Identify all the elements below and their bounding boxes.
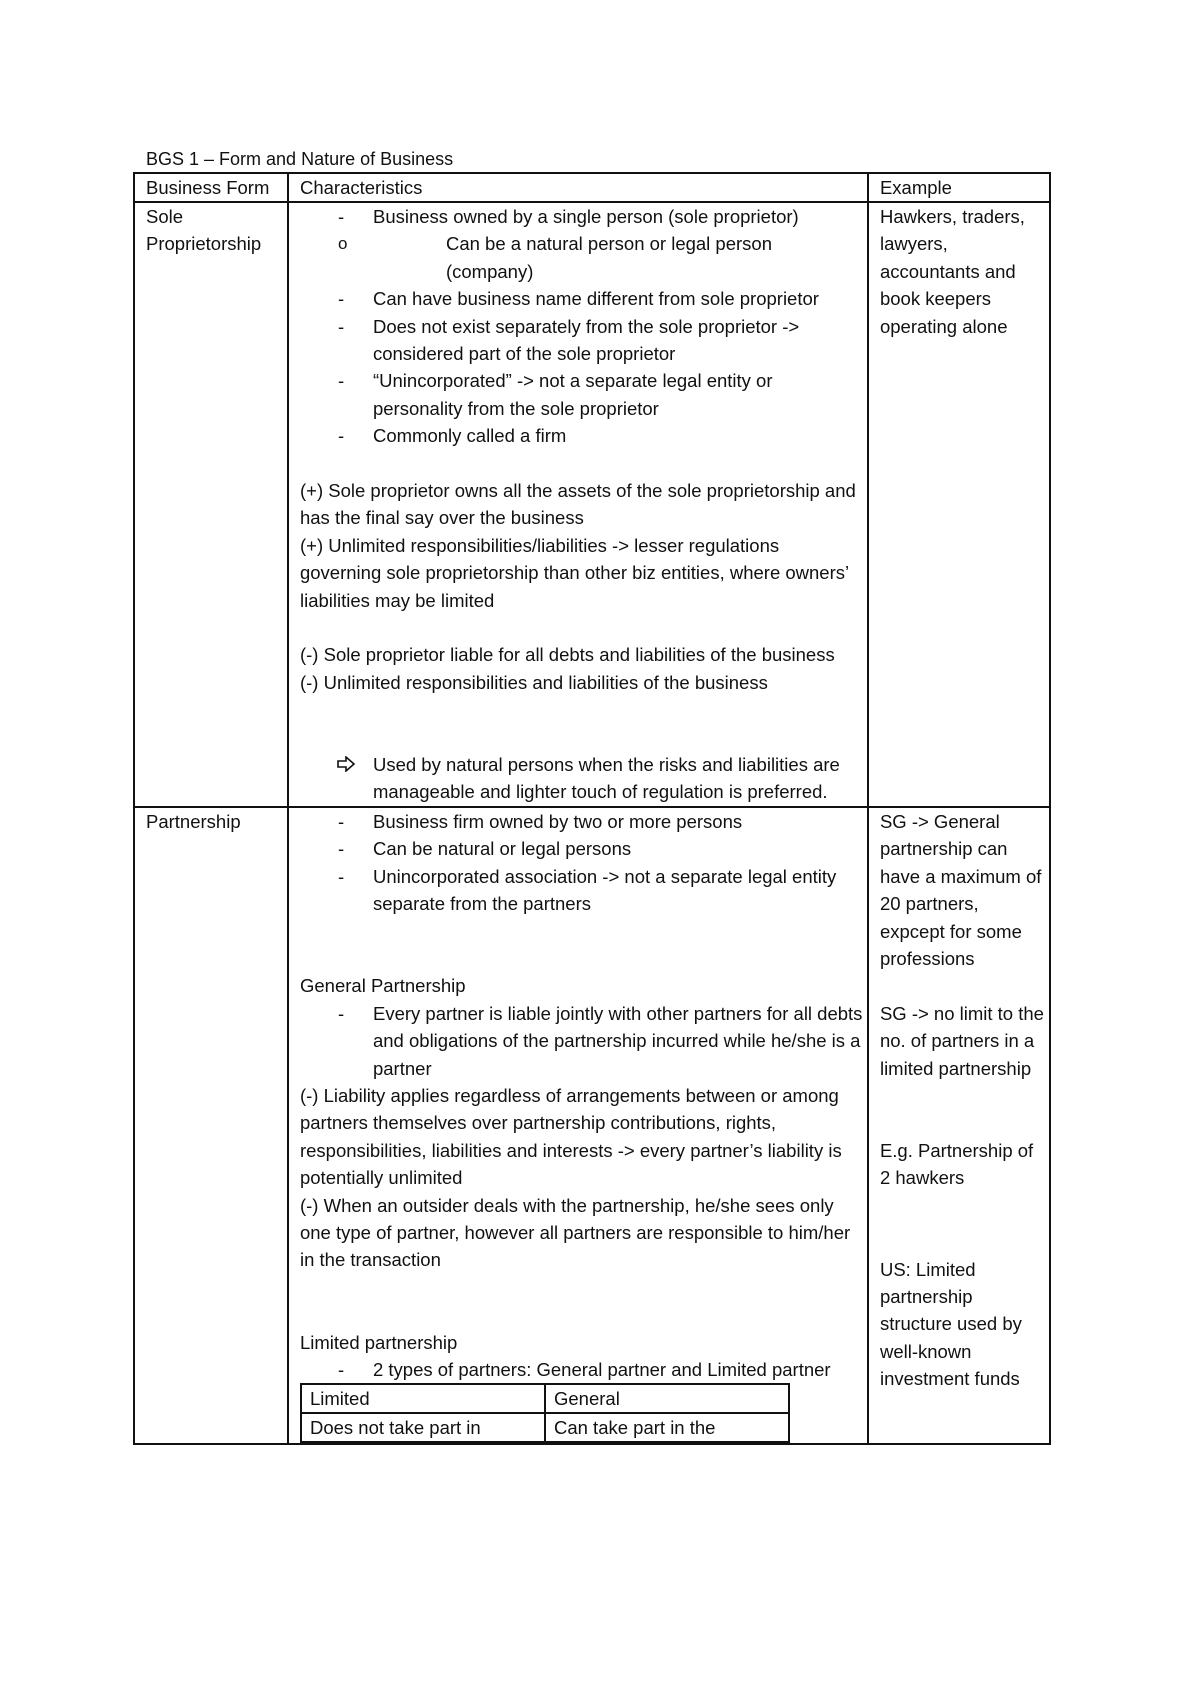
sole-sub-list bbox=[300, 230, 863, 285]
partnership-example-2: E.g. Partnership of 2 hawkers bbox=[879, 1139, 1034, 1189]
general-con-0: (-) Liability applies regardless of arrangements between or among partners themselves over partnership contributions, rights, responsibilities, liabilities and interests -> every partner’s liability is potentially unlimited bbox=[299, 1084, 842, 1189]
header-example: Example bbox=[868, 173, 1050, 202]
partnership-bullet-2: Unincorporated association -> not a separate legal entity separate from the partners bbox=[372, 865, 837, 915]
business-forms-table bbox=[133, 172, 1051, 1445]
sole-con-1: (-) Unlimited responsibilities and liabilities of the business bbox=[299, 671, 768, 693]
table-row-sole-proprietorship bbox=[134, 202, 1050, 807]
header-characteristics: Characteristics bbox=[288, 173, 868, 202]
list-item bbox=[300, 422, 863, 449]
list-item bbox=[300, 230, 863, 285]
partnership-bullet-1: Can be natural or legal persons bbox=[372, 838, 632, 860]
limited-partnership-heading: Limited partnership bbox=[299, 1331, 458, 1353]
partnership-example-1: SG -> no limit to the no. of partners in a limited partnership bbox=[879, 1002, 1044, 1079]
sole-bullet-4: Commonly called a firm bbox=[372, 425, 567, 447]
list-item bbox=[300, 1000, 863, 1082]
partner-types-header-general: General bbox=[545, 1384, 789, 1413]
partner-types-general-cell: Can take part in the bbox=[545, 1413, 789, 1442]
sole-bullet-1: Can have business name different from sole proprietor bbox=[372, 288, 819, 310]
general-partnership-heading: General Partnership bbox=[299, 975, 466, 997]
partnership-example-3: US: Limited partnership structure used by well-known investment funds bbox=[879, 1258, 1022, 1390]
table-header-row bbox=[134, 173, 1050, 202]
sole-bullet-0: Business owned by a single person (sole proprietor) bbox=[372, 206, 799, 227]
partnership-bullet-0: Business firm owned by two or more persons bbox=[372, 810, 743, 832]
sole-bullet-2: Does not exist separately from the sole proprietor -> considered part of the sole proprietor bbox=[372, 315, 800, 365]
list-item bbox=[300, 808, 863, 835]
sole-bullet-3: “Unincorporated” -> not a separate legal entity or personality from the sole proprietor bbox=[372, 370, 773, 419]
sole-example-text: Hawkers, traders, lawyers, accountants and book keepers operating alone bbox=[879, 206, 1025, 337]
list-item bbox=[300, 285, 863, 312]
sole-bullet-list bbox=[300, 203, 863, 450]
page-title: BGS 1 – Form and Nature of Business bbox=[146, 149, 454, 169]
partnership-form-label: Partnership bbox=[146, 810, 241, 832]
partner-types-header-row bbox=[301, 1384, 789, 1413]
partner-types-table bbox=[300, 1383, 790, 1443]
partnership-bullet-list bbox=[300, 808, 863, 918]
general-bullet-0: Every partner is liable jointly with other partners for all debts and obligations of the partnership incurred while he/she is a partner bbox=[372, 1002, 863, 1079]
partnership-example-cell bbox=[868, 807, 1050, 1445]
list-item bbox=[300, 1356, 863, 1383]
list-item bbox=[300, 313, 863, 368]
partner-types-limited-cell: Does not take part in bbox=[301, 1413, 545, 1442]
sole-conclusion-text: Used by natural persons when the risks and liabilities are manageable and lighter touch of regulation is preferred. bbox=[372, 754, 840, 803]
sole-pro-0: (+) Sole proprietor owns all the assets of the sole proprietorship and has the final say over the business bbox=[299, 480, 856, 529]
sole-pro-1: (+) Unlimited responsibilities/liabilities -> lesser regulations governing sole proprietorship than other biz entities, where owners’ liabilities may be limited bbox=[299, 534, 849, 611]
sole-conclusion bbox=[300, 751, 863, 806]
partnership-characteristics-cell bbox=[288, 807, 868, 1445]
sole-form-label: Sole Proprietorship bbox=[146, 206, 262, 255]
partner-types-header-limited: Limited bbox=[301, 1384, 545, 1413]
general-partnership-list bbox=[300, 1000, 863, 1082]
header-business-form: Business Form bbox=[134, 173, 288, 202]
sole-con-0: (-) Sole proprietor liable for all debts and liabilities of the business bbox=[299, 644, 835, 666]
sole-form-cell bbox=[134, 202, 288, 807]
sole-example-cell bbox=[868, 202, 1050, 807]
table-row bbox=[301, 1413, 789, 1442]
limited-partnership-list bbox=[300, 1356, 863, 1383]
partnership-example-0: SG -> General partnership can have a maximum of 20 partners, expcept for some professions bbox=[879, 810, 1042, 969]
table-row-partnership bbox=[134, 807, 1050, 1445]
partnership-form-cell bbox=[134, 807, 288, 1445]
outline-arrow-right-icon bbox=[336, 751, 356, 778]
sole-characteristics-cell bbox=[288, 202, 868, 807]
sole-sub-bullet: Can be a natural person or legal person (company) bbox=[445, 233, 773, 282]
list-item bbox=[300, 835, 863, 862]
limited-bullet-0: 2 types of partners: General partner and Limited partner bbox=[372, 1358, 831, 1380]
list-item bbox=[300, 203, 863, 285]
general-con-1: (-) When an outsider deals with the partnership, he/she sees only one type of partner, however all partners are responsible to him/her in the transaction bbox=[299, 1194, 851, 1271]
list-item bbox=[300, 863, 863, 918]
list-item bbox=[300, 367, 863, 422]
